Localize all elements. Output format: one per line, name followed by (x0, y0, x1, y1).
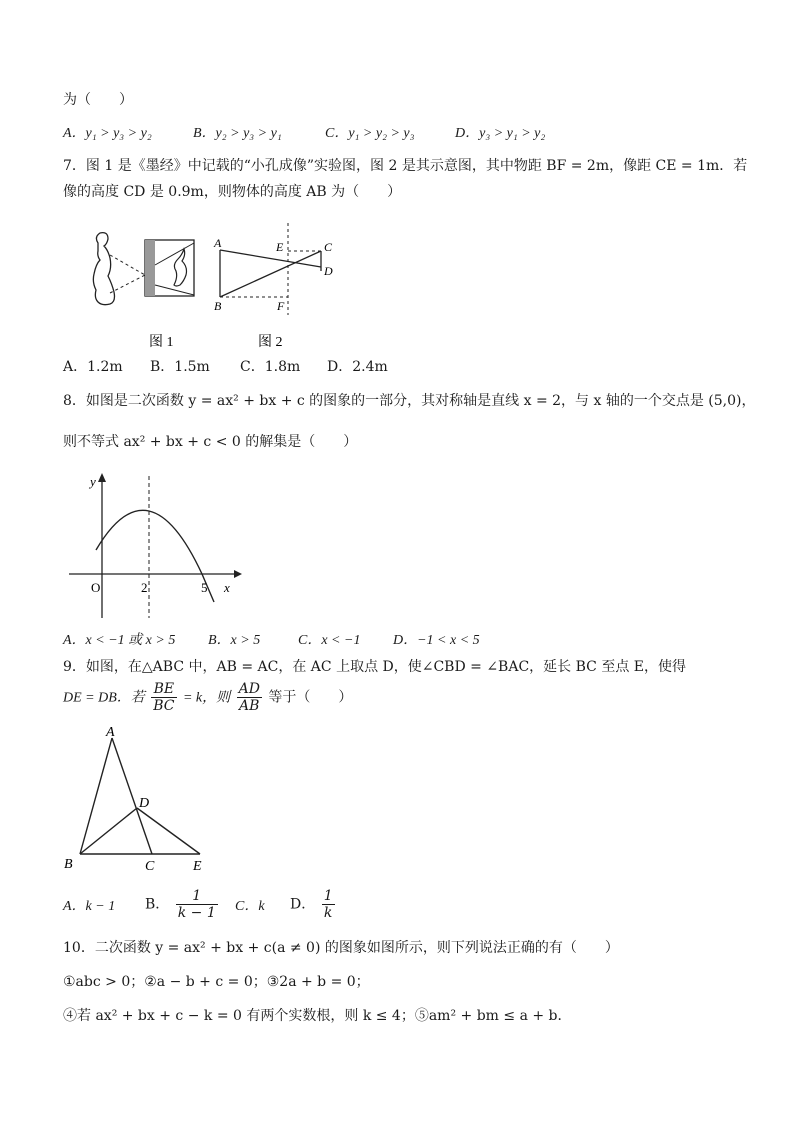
label-D: D (139, 796, 150, 811)
q9-option-c: C．k (235, 899, 265, 914)
q10-statements-line2: ④若 ax² + bx + c − k = 0 有两个实数根，则 k ≤ 4；⑤am² + bm ≤ a + b． (63, 1008, 572, 1024)
q9-line2-post: 等于（ ） (268, 689, 353, 706)
q7-stem-line1: 7．图 1 是《墨经》中记载的“小孔成像”实验图，图 2 是其示意图，其中物距 BF = 2m，像距 CE = 1m．若 (63, 158, 748, 174)
parabola-curve (96, 510, 214, 602)
q9-optD-den: k (323, 905, 333, 921)
q9-fraction-be-bc (151, 681, 176, 714)
label-E: E (276, 240, 284, 254)
q9-optD-label: D． (290, 896, 316, 913)
q9-optB-num: 1 (176, 888, 218, 905)
q9-optB-fraction (176, 888, 218, 921)
label-D: D (324, 264, 333, 278)
q9-line2-pre: DE = DB．若 (63, 690, 145, 706)
tick-5-label: 5 (201, 580, 208, 595)
q8-option-b: B．x > 5 (208, 633, 261, 648)
q8-option-c: C．x < −1 (298, 633, 361, 648)
q6-option-b: B．y₂ > y₃ > y₁ (193, 126, 282, 141)
q8-option-d: D．−1 < x < 5 (393, 633, 480, 648)
q9-frac1-num: BE (151, 681, 176, 698)
person-icon (93, 233, 114, 305)
q8-stem-line2: 则不等式 ax² + bx + c < 0 的解集是（ ） (63, 434, 358, 450)
label-A: A (214, 236, 222, 250)
q9-fraction-ad-ab (237, 681, 262, 714)
q7-option-a: A．1.2m (63, 359, 123, 375)
q6-stem-end: 为（ ） (63, 92, 133, 108)
q9-line2-mid: = k，则 (182, 690, 231, 706)
q6-option-a: A．y₁ > y₃ > y₂ (63, 126, 152, 141)
origin-label: O (91, 580, 101, 595)
q10-stem-line1: 10．二次函数 y = ax² + bx + c(a ≠ 0) 的图象如图所示，则下列说法正确的有（ ） (63, 940, 619, 956)
screen-shade (145, 240, 155, 296)
q9-option-b (145, 888, 220, 921)
q7-stem-line2: 像的高度 CD 是 0.9m，则物体的高度 AB 为（ ） (63, 184, 402, 200)
q9-optB-label: B． (145, 896, 170, 913)
q7-option-b: B．1.5m (150, 359, 210, 375)
q9-stem-line2 (63, 681, 352, 714)
q8-stem-line1: 8．如图是二次函数 y = ax² + bx + c 的图象的一部分，其对称轴是直线 x = 2，与 x 轴的一个交点是 (5,0)， (63, 393, 756, 409)
q9-optD-fraction (322, 888, 335, 921)
label-F: F (277, 299, 285, 313)
label-B: B (64, 857, 73, 872)
y-axis-arrow-icon (98, 473, 106, 482)
q8-option-a: A．x < −1 或 x > 5 (63, 633, 176, 648)
q7-figure2 (213, 223, 333, 350)
q8-parabola-graph (66, 470, 246, 625)
q9-frac2-den: AB (239, 698, 260, 714)
q7-figure1 (93, 233, 194, 350)
label-B: B (214, 299, 222, 313)
q6-option-d: D．y₃ > y₁ > y₂ (455, 126, 546, 141)
y-label: y (90, 474, 96, 489)
x-axis-arrow-icon (234, 570, 242, 578)
q9-frac2-num: AD (238, 681, 260, 697)
q10-statements-line1: ①abc > 0；②a − b + c = 0；③2a + b = 0； (63, 974, 370, 990)
tick-2-label: 2 (141, 580, 148, 595)
q6-option-c: C．y₁ > y₂ > y₃ (325, 126, 415, 141)
q9-option-a: A．k − 1 (63, 899, 116, 914)
q7-option-c: C．1.8m (240, 359, 301, 375)
q9-triangle-figure (60, 722, 220, 874)
label-E: E (193, 859, 202, 874)
label-C: C (145, 859, 155, 874)
label-A: A (106, 725, 115, 740)
label-C: C (324, 240, 333, 254)
fig2-caption: 图 2 (258, 335, 283, 350)
q9-optB-den: k − 1 (177, 905, 216, 921)
q9-stem-line1: 9．如图，在△ABC 中，AB = AC，在 AC 上取点 D，使∠CBD = ∠BAC，延长 BC 至点 E，使得 (63, 659, 686, 675)
fig1-caption: 图 1 (149, 335, 174, 350)
q9-frac1-den: BC (153, 698, 175, 714)
q7-figures (70, 215, 360, 355)
q9-optD-num: 1 (323, 888, 333, 904)
x-label: x (224, 580, 230, 595)
q9-option-d (290, 888, 337, 921)
q7-option-d: D．2.4m (327, 359, 388, 375)
